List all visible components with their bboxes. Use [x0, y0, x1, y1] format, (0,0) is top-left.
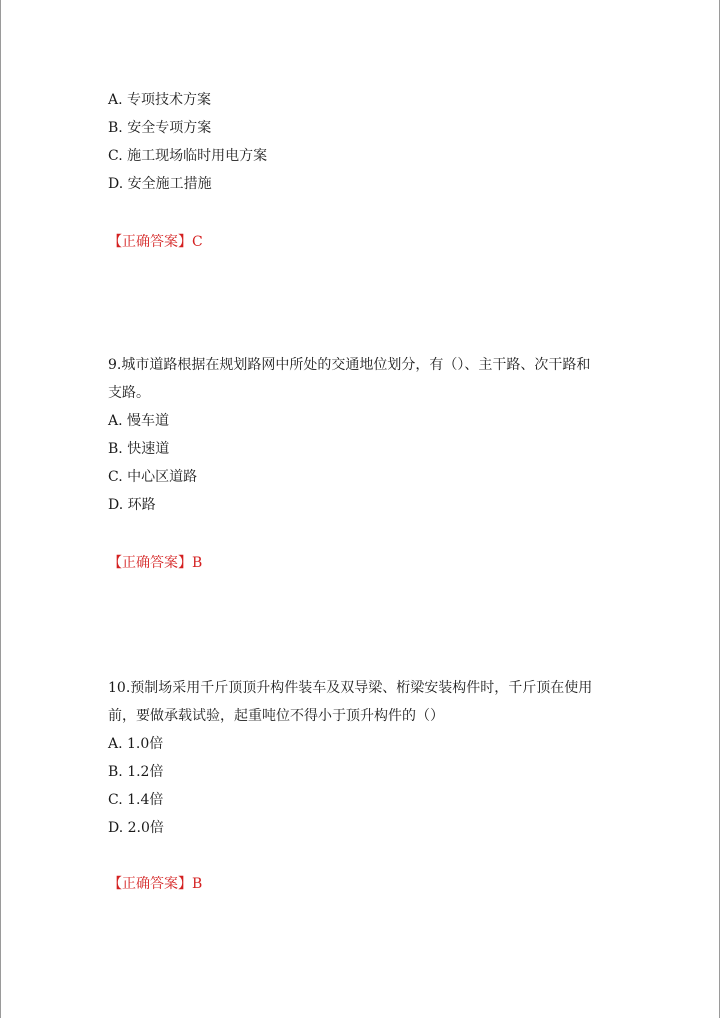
option-b: B. 安全专项方案	[108, 120, 212, 136]
answer-value: B	[192, 876, 203, 892]
question-10	[108, 674, 618, 842]
question-9-text-line1: 9.城市道路根据在规划路网中所处的交通地位划分，有（）、主干路、次干路和	[108, 357, 591, 373]
prev-question-answer	[108, 232, 203, 252]
question-9-text-line2: 支路。	[108, 385, 150, 401]
option-c: C. 中心区道路	[108, 469, 198, 485]
option-a: A. 1.0倍	[108, 736, 164, 752]
answer-value: C	[192, 234, 203, 250]
question-10-text-line1: 10.预制场采用千斤顶顶升构件装车及双导梁、桁梁安装构件时，千斤顶在使用	[108, 680, 593, 696]
question-9	[108, 351, 618, 519]
question-10-text-line2: 前，要做承载试验，起重吨位不得小于顶升构件的（）	[108, 708, 444, 724]
question-9-answer	[108, 553, 202, 573]
option-d: D. 安全施工措施	[108, 176, 212, 192]
answer-label: 【正确答案】	[108, 555, 192, 571]
answer-label: 【正确答案】	[108, 876, 192, 892]
answer-label: 【正确答案】	[108, 234, 192, 250]
option-a: A. 专项技术方案	[108, 92, 212, 108]
option-b: B. 1.2倍	[108, 764, 164, 780]
option-a: A. 慢车道	[108, 413, 170, 429]
answer-value: B	[192, 555, 203, 571]
option-d: D. 2.0倍	[108, 820, 164, 836]
prev-question-options	[108, 86, 618, 198]
question-10-answer	[108, 874, 202, 894]
option-d: D. 环路	[108, 497, 156, 513]
option-c: C. 施工现场临时用电方案	[108, 148, 268, 164]
page-border-left	[0, 0, 1, 1018]
option-c: C. 1.4倍	[108, 792, 164, 808]
option-b: B. 快速道	[108, 441, 170, 457]
